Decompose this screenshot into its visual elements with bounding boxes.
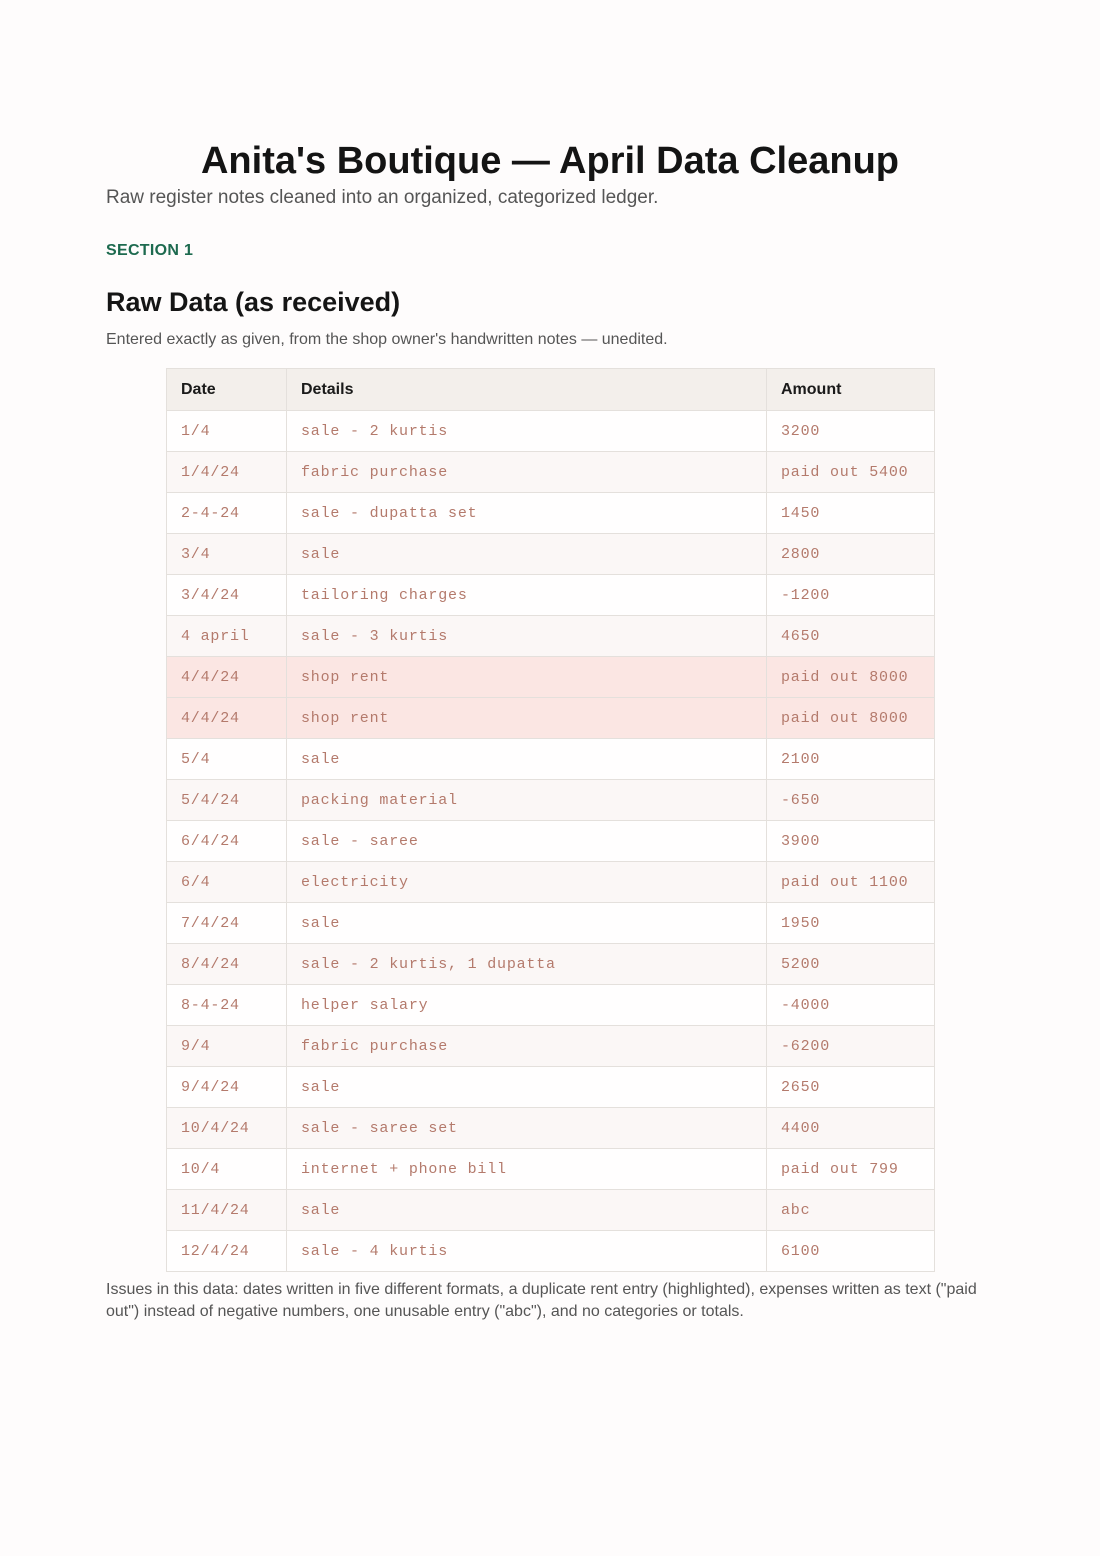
cell-date: 1/4/24 (167, 452, 287, 493)
cell-date: 3/4/24 (167, 575, 287, 616)
cell-amount: 3200 (767, 411, 935, 452)
cell-details: sale (287, 739, 767, 780)
cell-amount: 6100 (767, 1231, 935, 1272)
cell-details: sale - saree (287, 821, 767, 862)
cell-details: tailoring charges (287, 575, 767, 616)
cell-amount: 5200 (767, 944, 935, 985)
cell-amount: 1450 (767, 493, 935, 534)
table-row (167, 821, 935, 862)
cell-date: 4/4/24 (167, 698, 287, 739)
cell-amount: paid out 1100 (767, 862, 935, 903)
table-header-row (167, 369, 935, 411)
cell-amount: 3900 (767, 821, 935, 862)
table-row (167, 575, 935, 616)
cell-details: sale (287, 534, 767, 575)
document-title: Anita's Boutique — April Data Cleanup (200, 140, 899, 182)
cell-details: sale - 2 kurtis, 1 dupatta (287, 944, 767, 985)
table-row (167, 698, 935, 739)
cell-amount: 1950 (767, 903, 935, 944)
table-row (167, 944, 935, 985)
cell-date: 4/4/24 (167, 657, 287, 698)
raw-data-table-container (166, 368, 934, 1272)
cell-date: 10/4/24 (167, 1108, 287, 1149)
cell-amount: paid out 5400 (767, 452, 935, 493)
table-row (167, 1108, 935, 1149)
table-row (167, 1149, 935, 1190)
cell-details: sale (287, 1067, 767, 1108)
cell-amount: 2650 (767, 1067, 935, 1108)
table-row (167, 862, 935, 903)
table-row (167, 493, 935, 534)
cell-date: 11/4/24 (167, 1190, 287, 1231)
cell-amount: 2800 (767, 534, 935, 575)
cell-details: shop rent (287, 698, 767, 739)
cell-amount: paid out 8000 (767, 698, 935, 739)
cell-date: 6/4/24 (167, 821, 287, 862)
raw-data-table (166, 368, 935, 1272)
cell-date: 6/4 (167, 862, 287, 903)
cell-details: packing material (287, 780, 767, 821)
cell-details: fabric purchase (287, 452, 767, 493)
cell-date: 8-4-24 (167, 985, 287, 1026)
cell-date: 9/4/24 (167, 1067, 287, 1108)
cell-details: sale - 3 kurtis (287, 616, 767, 657)
column-header-details: Details (287, 369, 767, 411)
cell-details: sale - dupatta set (287, 493, 767, 534)
cell-date: 8/4/24 (167, 944, 287, 985)
cell-date: 4 april (167, 616, 287, 657)
cell-amount: -6200 (767, 1026, 935, 1067)
cell-amount: 4400 (767, 1108, 935, 1149)
cell-date: 10/4 (167, 1149, 287, 1190)
section-title: Raw Data (as received) (106, 287, 401, 317)
cell-details: helper salary (287, 985, 767, 1026)
section-label: SECTION 1 (106, 242, 194, 259)
table-row (167, 985, 935, 1026)
cell-amount: paid out 799 (767, 1149, 935, 1190)
cell-date: 5/4/24 (167, 780, 287, 821)
cell-date: 9/4 (167, 1026, 287, 1067)
cell-amount: abc (767, 1190, 935, 1231)
column-header-date: Date (167, 369, 287, 411)
section-description: Entered exactly as given, from the shop owner's handwritten notes — unedited. (106, 331, 668, 348)
cell-date: 5/4 (167, 739, 287, 780)
cell-details: sale (287, 903, 767, 944)
cell-amount: 2100 (767, 739, 935, 780)
table-row (167, 1190, 935, 1231)
table-row (167, 903, 935, 944)
table-row (167, 780, 935, 821)
document-subtitle: Raw register notes cleaned into an organized, categorized ledger. (106, 187, 659, 208)
cell-details: sale (287, 1190, 767, 1231)
cell-details: internet + phone bill (287, 1149, 767, 1190)
cell-details: sale - 4 kurtis (287, 1231, 767, 1272)
cell-amount: 4650 (767, 616, 935, 657)
table-row (167, 411, 935, 452)
table-row (167, 1231, 935, 1272)
cell-date: 2-4-24 (167, 493, 287, 534)
cell-amount: -4000 (767, 985, 935, 1026)
cell-details: shop rent (287, 657, 767, 698)
table-row (167, 452, 935, 493)
table-body (167, 411, 935, 1272)
table-row (167, 616, 935, 657)
table-row (167, 657, 935, 698)
cell-amount: paid out 8000 (767, 657, 935, 698)
cell-details: fabric purchase (287, 1026, 767, 1067)
issues-note: Issues in this data: dates written in five different formats, a duplicate rent entry (highlighted), expenses written as text ("paid out") instead of negative numbers, one unusable entry ("abc"), and no categories or totals. (106, 1281, 977, 1320)
table-row (167, 534, 935, 575)
cell-details: sale - 2 kurtis (287, 411, 767, 452)
cell-details: sale - saree set (287, 1108, 767, 1149)
table-row (167, 739, 935, 780)
table-row (167, 1067, 935, 1108)
table-row (167, 1026, 935, 1067)
cell-amount: -1200 (767, 575, 935, 616)
column-header-amount: Amount (767, 369, 935, 411)
cell-amount: -650 (767, 780, 935, 821)
cell-date: 3/4 (167, 534, 287, 575)
cell-date: 1/4 (167, 411, 287, 452)
cell-date: 7/4/24 (167, 903, 287, 944)
cell-date: 12/4/24 (167, 1231, 287, 1272)
cell-details: electricity (287, 862, 767, 903)
